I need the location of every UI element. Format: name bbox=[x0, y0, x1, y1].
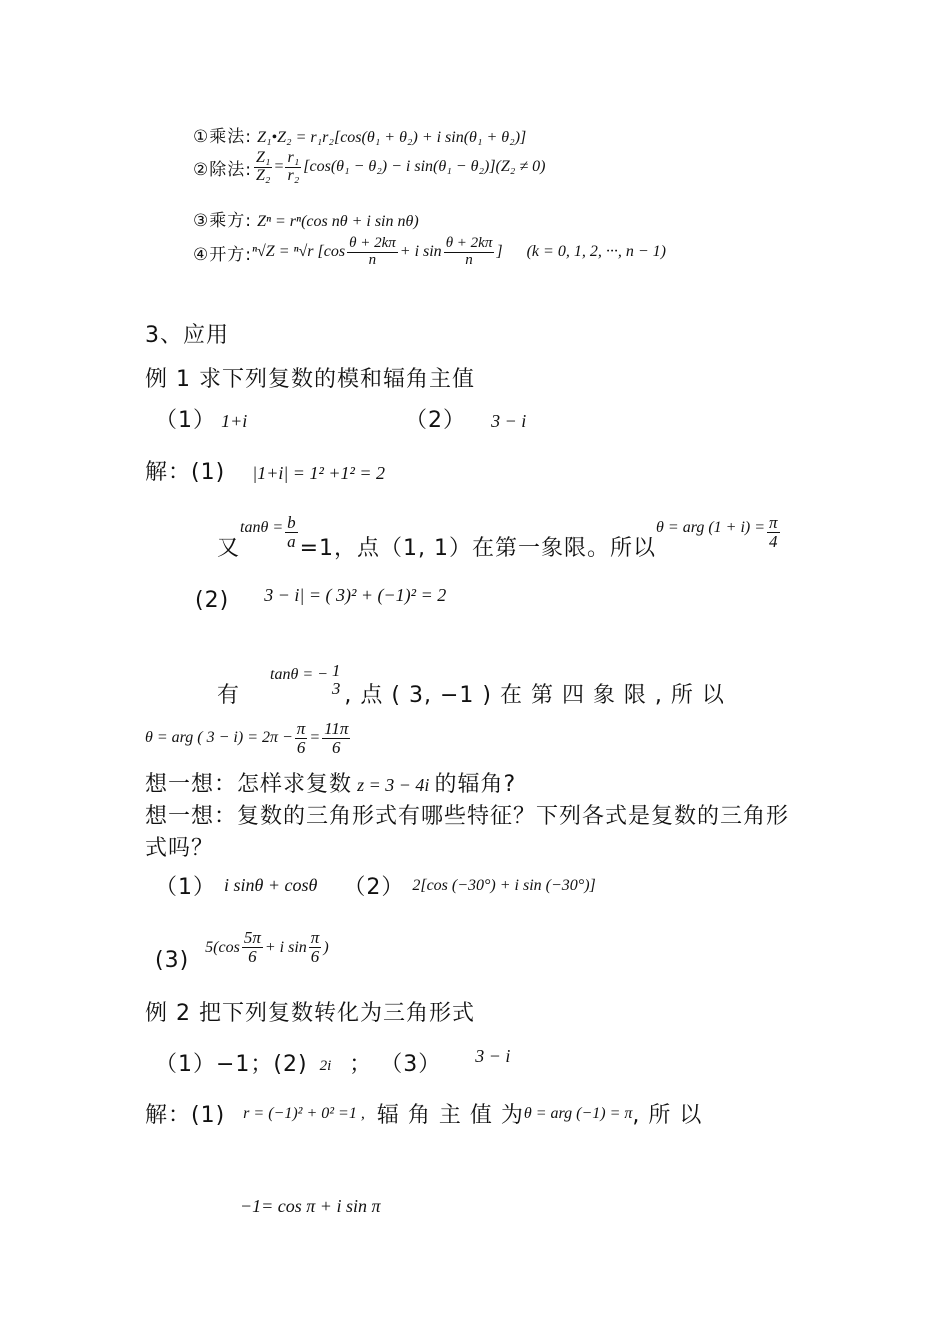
root-fraction-2: $\frac{\theta + 2k\pi}{n}$ bbox=[445, 235, 493, 268]
example1-solution2: (2) 3 − i| = ( 3)² + (−1)² = 2 bbox=[195, 585, 447, 613]
tan2-fraction: 1 3 bbox=[331, 660, 341, 698]
example2-title: 例 2 把下列复数转化为三角形式 bbox=[145, 1001, 475, 1026]
example1-tan-line: 又 tanθ = $\frac{b}{a}$ =1，点（1, 1）在第一象限。所以 θ = arg (1 + i) = $\frac{\pi}{4}$ bbox=[217, 513, 778, 561]
div-label: ②除法: bbox=[193, 159, 252, 180]
item3-fraction-1: $\frac{5\pi}{6}$ bbox=[243, 928, 261, 966]
pow-expr: Zⁿ = rⁿ(cos nθ + i sin nθ) bbox=[257, 213, 419, 230]
example1-item2: （2） 3 − i bbox=[405, 408, 527, 433]
formula-root: ④开方: ⁿ√Z = ⁿ√r [cos $\frac{\theta + 2k\pi}{n}$ + i sin $\frac{\theta + 2k\pi}{n}$ ] (k = 0, 1, 2, ···, n − 1) bbox=[193, 235, 666, 268]
example1-solution1: 解：(1) |1+i| = 1² +1² = 2 bbox=[145, 460, 386, 485]
div-r-num: r₁ bbox=[287, 149, 300, 166]
example1-title: 例 1 求下列复数的模和辐角主值 bbox=[145, 367, 475, 392]
formula-multiplication bbox=[193, 122, 526, 147]
root-condition: (k = 0, 1, 2, ···, n − 1) bbox=[526, 243, 666, 261]
root-fraction-1: $\frac{\theta + 2k\pi}{n}$ bbox=[349, 235, 396, 268]
div-z-fraction bbox=[254, 150, 272, 185]
div-r-den: r₂ bbox=[287, 166, 300, 184]
example2-solution: 解：(1) r = (−1)² + 0² =1 , 辐 角 主 值 为 θ = arg (−1) = π , 所 以 bbox=[145, 1103, 703, 1128]
section-heading: 3、应用 bbox=[145, 323, 229, 348]
mult-expr: Z₁•Z₂ = r₁r₂[cos(θ₁ + θ₂) + i sin(θ₁ + θ₂)] bbox=[257, 129, 527, 146]
tan-fraction: $\frac{b}{a}$ bbox=[287, 513, 296, 551]
div-rest: [cos(θ₁ − θ₂) − i sin(θ₁ − θ₂)](Z₂ ≠ 0) bbox=[303, 158, 546, 176]
mult-label: ①乘法: bbox=[193, 127, 252, 147]
root-label: ④开方: bbox=[193, 244, 252, 265]
think2-line2: 式吗？ bbox=[145, 836, 215, 861]
arg1-fraction: $\frac{\pi}{4}$ bbox=[769, 513, 778, 551]
think2-item3: (3) 5(cos $\frac{5\pi}{6}$ + i sin $\frac{\pi}{6}$ ) bbox=[155, 928, 329, 973]
formula-power bbox=[193, 206, 419, 231]
arg2-fraction-2: $\frac{11\pi}{6}$ bbox=[324, 719, 349, 757]
example1-have-line: 有 tanθ = − 1 3 , 点 ( 3, −1 ) 在 第 四 象 限 , 所 以 bbox=[217, 660, 725, 708]
div-r-fraction bbox=[285, 150, 301, 185]
div-z-num: Z₁ bbox=[255, 149, 271, 166]
example2-items: （1）−1；(2) 2i ； （3） 3 − i bbox=[155, 1046, 511, 1077]
arg2-fraction-1: $\frac{\pi}{6}$ bbox=[296, 719, 306, 757]
think2-line1: 想一想：复数的三角形式有哪些特征？下列各式是复数的三角形 bbox=[145, 804, 790, 829]
example2-final: −1= cos π + i sin π bbox=[240, 1196, 381, 1216]
formula-division: ②除法: $\frac{\text{Z₁}}{\text{Z₂}}$ = $\frac{\text{r₁}}{\text{r₂}}$ [cos(θ₁ − θ₂) − i sin(θ₁ − θ₂)](Z₂ ≠ 0) bbox=[193, 149, 546, 184]
root-mid: + i sin bbox=[399, 243, 442, 261]
div-z-den: Z₂ bbox=[255, 166, 271, 184]
item3-fraction-2: $\frac{\pi}{6}$ bbox=[310, 928, 320, 966]
example1-item1: （1） 1+i bbox=[155, 408, 248, 433]
think2-items-row: （1） i sinθ + cosθ （2） 2[cos (−30°) + i sin (−30°)] bbox=[155, 875, 596, 900]
pow-label: ③乘方: bbox=[193, 211, 252, 231]
think1-line: 想一想：怎样求复数 z = 3 − 4i 的辐角? bbox=[145, 772, 517, 797]
example1-arg2-line: θ = arg ( 3 − i) = 2π − $\frac{\pi}{6}$ = $\frac{11\pi}{6}$ bbox=[145, 719, 349, 757]
root-lhs: ⁿ√Z = ⁿ√r [cos bbox=[251, 243, 346, 261]
